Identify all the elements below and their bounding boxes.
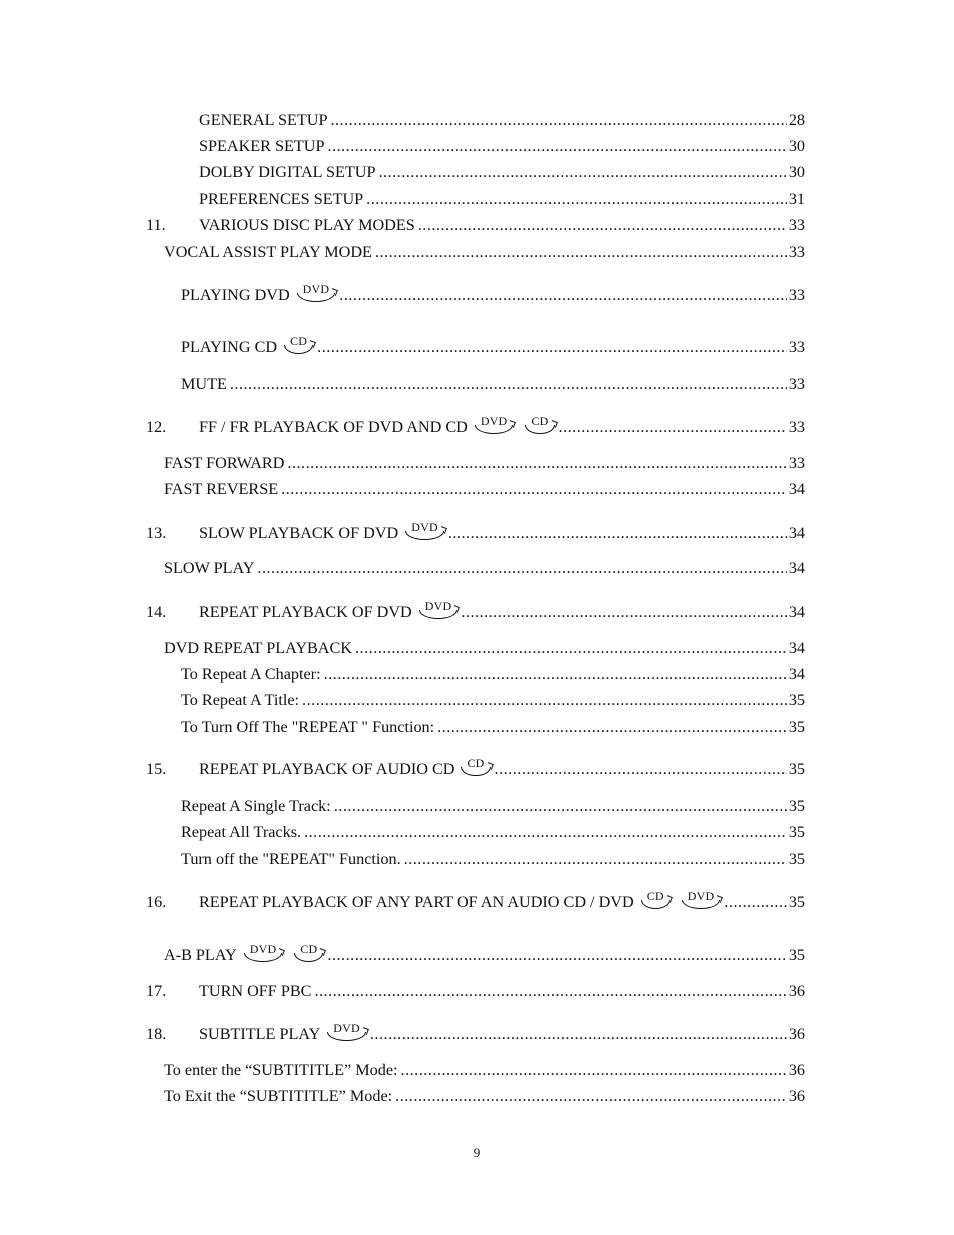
toc-entry[interactable] — [146, 981, 805, 1001]
toc-entry-page: 34 — [788, 639, 805, 657]
toc-entry[interactable] — [181, 822, 805, 842]
toc-entry-title: PLAYING CD — [181, 338, 278, 356]
toc-entry[interactable] — [181, 717, 805, 737]
dot-leader — [334, 796, 787, 816]
toc-entry-title: VOCAL ASSIST PLAY MODE — [164, 243, 372, 261]
toc-entry-title: REPEAT PLAYBACK OF DVD — [199, 603, 412, 621]
toc-entry-title: SUBTITLE PLAY — [199, 1025, 321, 1043]
toc-entry-title: PREFERENCES SETUP — [199, 190, 364, 208]
toc-entry-number: 13. — [146, 524, 167, 542]
dvd-disc-icon: DVD — [243, 943, 284, 958]
toc-entry-page: 30 — [788, 137, 805, 155]
toc-entry[interactable] — [146, 889, 805, 912]
toc-entry-number: 11. — [146, 216, 166, 234]
cd-disc-icon: CD — [524, 415, 555, 430]
toc-entry-title: To enter the “SUBTITITLE” Mode: — [164, 1061, 398, 1079]
cd-disc-icon: CD — [293, 943, 324, 958]
toc-entry-title: Repeat All Tracks. — [181, 823, 302, 841]
toc-entry[interactable] — [181, 334, 805, 357]
dot-leader — [370, 1024, 787, 1044]
toc-entry-page: 33 — [788, 243, 805, 261]
dvd-disc-icon: DVD — [681, 890, 722, 905]
toc-entry-page: 34 — [788, 559, 805, 577]
toc-entry[interactable] — [164, 1060, 805, 1080]
toc-entry-title: To Repeat A Chapter: — [181, 665, 321, 683]
toc-entry-number: 16. — [146, 893, 167, 911]
toc-entry-number: 14. — [146, 603, 167, 621]
toc-entry-page: 34 — [788, 665, 805, 683]
dot-leader — [448, 523, 787, 543]
toc-entry[interactable] — [146, 599, 805, 622]
disc-type-icons — [326, 1022, 367, 1037]
toc-entry-title: PLAYING DVD — [181, 286, 290, 304]
toc-entry-page: 33 — [788, 338, 805, 356]
toc-entry-page: 30 — [788, 163, 805, 181]
toc-entry-page: 34 — [788, 603, 805, 621]
cd-disc-icon: CD — [283, 335, 314, 350]
toc-entry-title: REPEAT PLAYBACK OF ANY PART OF AN AUDIO CD / DVD — [199, 893, 634, 911]
toc-entry-title: Turn off the "REPEAT" Function. — [181, 850, 401, 868]
toc-entry-page: 36 — [788, 1025, 805, 1043]
dot-leader — [437, 717, 787, 737]
toc-entry-page: 35 — [788, 718, 805, 736]
dot-leader — [287, 453, 786, 473]
disc-type-icons — [474, 415, 556, 430]
toc-entry-title: Repeat A Single Track: — [181, 797, 331, 815]
dvd-disc-icon: DVD — [296, 283, 337, 298]
toc-entry-page: 36 — [788, 1087, 805, 1105]
toc-entry[interactable] — [164, 942, 805, 965]
toc-entry[interactable] — [181, 282, 805, 305]
toc-entry-title: SLOW PLAYBACK OF DVD — [199, 524, 399, 542]
toc-entry[interactable] — [164, 453, 805, 473]
toc-entry-page: 35 — [788, 691, 805, 709]
toc-entry-title: FF / FR PLAYBACK OF DVD AND CD — [199, 418, 468, 436]
toc-entry-title: MUTE — [181, 375, 227, 393]
toc-entry[interactable] — [181, 849, 805, 869]
toc-entry-page: 36 — [788, 1061, 805, 1079]
disc-type-icons — [640, 890, 722, 905]
toc-entry-title: SLOW PLAY — [164, 559, 255, 577]
toc-entry[interactable] — [181, 690, 805, 710]
dot-leader — [314, 981, 786, 1001]
dot-leader — [327, 945, 786, 965]
toc-entry-page: 36 — [788, 982, 805, 1000]
dvd-disc-icon: DVD — [326, 1022, 367, 1037]
toc-entry[interactable] — [164, 638, 805, 658]
page-number: 9 — [473, 1145, 481, 1160]
cd-disc-icon: CD — [460, 757, 491, 772]
toc-entry[interactable] — [164, 242, 805, 262]
dot-leader — [324, 664, 787, 684]
toc-entry[interactable] — [164, 479, 805, 499]
toc-entry-title: To Exit the “SUBTITITLE” Mode: — [164, 1087, 393, 1105]
toc-entry-title: GENERAL SETUP — [199, 111, 328, 129]
dot-leader — [327, 136, 786, 156]
dot-leader — [404, 849, 787, 869]
dot-leader — [401, 1060, 787, 1080]
toc-entry[interactable] — [181, 664, 805, 684]
dot-leader — [461, 602, 786, 622]
toc-entry-page: 35 — [788, 823, 805, 841]
toc-entry-title: VARIOUS DISC PLAY MODES — [199, 216, 415, 234]
dot-leader — [302, 690, 787, 710]
toc-entry-number: 12. — [146, 418, 167, 436]
toc-entry-title: FAST REVERSE — [164, 480, 279, 498]
toc-entry[interactable] — [146, 215, 805, 235]
toc-entry-page: 35 — [788, 760, 805, 778]
dvd-disc-icon: DVD — [404, 521, 445, 536]
toc-entry[interactable] — [181, 796, 805, 816]
dot-leader — [495, 759, 787, 779]
toc-entry-page: 34 — [788, 480, 805, 498]
toc-entry-title: DVD REPEAT PLAYBACK — [164, 639, 352, 657]
dot-leader — [375, 242, 787, 262]
disc-type-icons — [418, 600, 459, 615]
cd-disc-icon: CD — [640, 890, 671, 905]
toc-entry-title: FAST FORWARD — [164, 454, 285, 472]
toc-entry-page: 33 — [788, 216, 805, 234]
toc-entry-page: 31 — [788, 190, 805, 208]
toc-entry-number: 18. — [146, 1025, 167, 1043]
toc-entry-title: TURN OFF PBC — [199, 982, 312, 1000]
toc-entry-page: 35 — [788, 797, 805, 815]
toc-entry[interactable] — [146, 414, 805, 437]
dot-leader — [304, 822, 787, 842]
toc-entry-page: 35 — [788, 893, 805, 911]
toc-entry-page: 35 — [788, 946, 805, 964]
toc-entry-number: 15. — [146, 760, 167, 778]
dot-leader — [366, 189, 787, 209]
disc-type-icons — [404, 521, 445, 536]
toc-entry[interactable] — [181, 374, 805, 394]
toc-entry[interactable] — [164, 1086, 805, 1106]
dot-leader — [378, 162, 786, 182]
toc-entry-page: 35 — [788, 850, 805, 868]
toc-entry-title: To Repeat A Title: — [181, 691, 300, 709]
toc-entry-page: 33 — [788, 375, 805, 393]
toc-entry-page: 33 — [788, 454, 805, 472]
toc-entry[interactable] — [199, 110, 805, 130]
toc-entry-page: 34 — [788, 524, 805, 542]
dot-leader — [330, 110, 786, 130]
toc-entry[interactable] — [146, 1021, 805, 1044]
toc-entry-title: To Turn Off The "REPEAT " Function: — [181, 718, 435, 736]
dvd-disc-icon: DVD — [474, 415, 515, 430]
toc-entry-title: SPEAKER SETUP — [199, 137, 325, 155]
dot-leader — [355, 638, 787, 658]
dot-leader — [339, 285, 787, 305]
toc-entry[interactable] — [164, 558, 805, 578]
disc-type-icons — [296, 283, 337, 298]
dot-leader — [257, 558, 786, 578]
dot-leader — [724, 892, 786, 912]
dot-leader — [230, 374, 787, 394]
toc-entry[interactable] — [199, 136, 805, 156]
toc-entry[interactable] — [146, 520, 805, 543]
toc-entry-title: DOLBY DIGITAL SETUP — [199, 163, 376, 181]
disc-type-icons — [460, 757, 491, 772]
disc-type-icons — [243, 943, 325, 958]
toc-entry[interactable] — [146, 756, 805, 779]
toc-entry[interactable] — [199, 189, 805, 209]
toc-entry-page: 28 — [788, 111, 805, 129]
dot-leader — [418, 215, 787, 235]
dot-leader — [559, 417, 787, 437]
toc-entry-title: REPEAT PLAYBACK OF AUDIO CD — [199, 760, 455, 778]
toc-entry-page: 33 — [788, 418, 805, 436]
toc-entry-number: 17. — [146, 982, 167, 1000]
toc-entry[interactable] — [199, 162, 805, 182]
dot-leader — [395, 1086, 787, 1106]
disc-type-icons — [283, 335, 314, 350]
dot-leader — [281, 479, 787, 499]
dvd-disc-icon: DVD — [418, 600, 459, 615]
toc-entry-title: A-B PLAY — [164, 946, 237, 964]
dot-leader — [317, 337, 787, 357]
toc-entry-page: 33 — [788, 286, 805, 304]
